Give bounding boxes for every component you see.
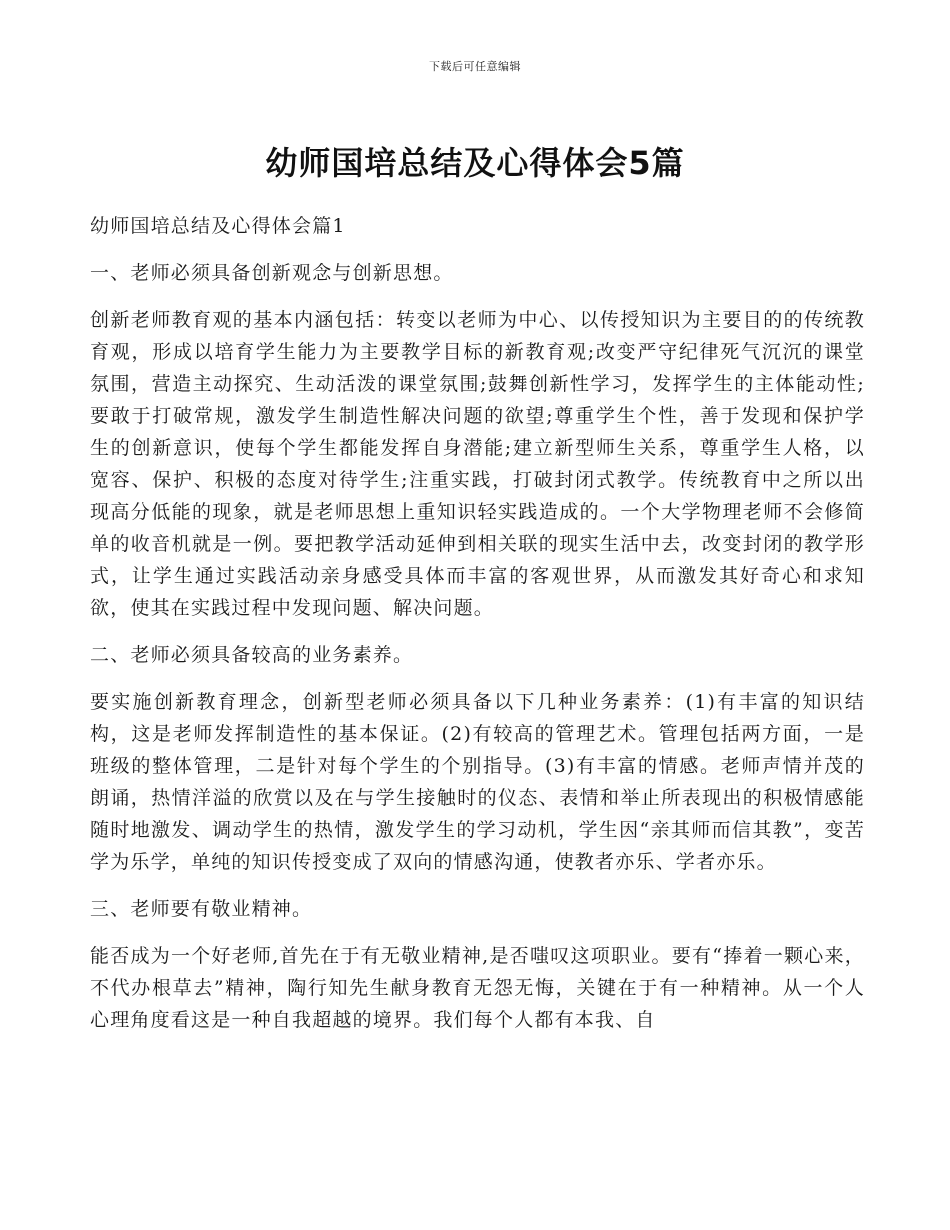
- download-note: 下载后可任意编辑: [429, 60, 521, 73]
- paragraph-1: 创新老师教育观的基本内涵包括：转变以老师为中心、以传授知识为主要目的的传统教育观，形成以培育学生能力为主要教学目标的新教育观;改变严守纪律死气沉沉的课堂氛围，营造主动探究、生动活泼的课堂氛围;鼓舞创新性学习，发挥学生的主体能动性;要敢于打破常规，激发学生制造性解决问题的欲望;尊重学生个性，善于发现和保护学生的创新意识，使每个学生都能发挥自身潜能;建立新型师生关系，尊重学生人格，以宽容、保护、积极的态度对待学生;注重实践，打破封闭式教学。传统教育中之所以出现高分低能的现象，就是老师思想上重知识轻实践造成的。一个大学物理老师不会修简单的收音机就是一例。要把教学活动延伸到相关联的现实生活中去，改变封闭的教学形式，让学生通过实践活动亲身感受具体而丰富的客观世界，从而激发其好奇心和求知欲，使其在实践过程中发现问题、解决问题。: [90, 309, 865, 619]
- point-heading-1: 一、老师必须具备创新观念与创新思想。: [90, 262, 454, 284]
- document-title: 幼师国培总结及心得体会5篇: [265, 144, 685, 182]
- section-title: 幼师国培总结及心得体会篇1: [90, 215, 346, 237]
- point-heading-3: 三、老师要有敬业精神。: [90, 898, 313, 920]
- paragraph-2: 要实施创新教育理念，创新型老师必须具备以下几种业务素养：(1)有丰富的知识结构，这是老师发挥制造性的基本保证。(2)有较高的管理艺术。管理包括两方面，一是班级的整体管理，二是针对每个学生的个别指导。(3)有丰富的情感。老师声情并茂的朗诵，热情洋溢的欣赏以及在与学生接触时的仪态、表情和举止所表现出的积极情感能随时地激发、调动学生的热情，激发学生的学习动机，学生因“亲其师而信其教”，变苦学为乐学，单纯的知识传授变成了双向的情感沟通，使教者亦乐、学者亦乐。: [90, 691, 865, 873]
- paragraph-3: 能否成为一个好老师,首先在于有无敬业精神,是否嗤叹这项职业。要有“捧着一颗心来，不代办根草去”精神，陶行知先生献身教育无怨无悔，关键在于有一种精神。从一个人心理角度看这是一种自我超越的境界。我们每个人都有本我、自: [90, 945, 865, 1031]
- document-body: [90, 210, 865, 1051]
- point-heading-2: 二、老师必须具备较高的业务素养。: [90, 644, 414, 666]
